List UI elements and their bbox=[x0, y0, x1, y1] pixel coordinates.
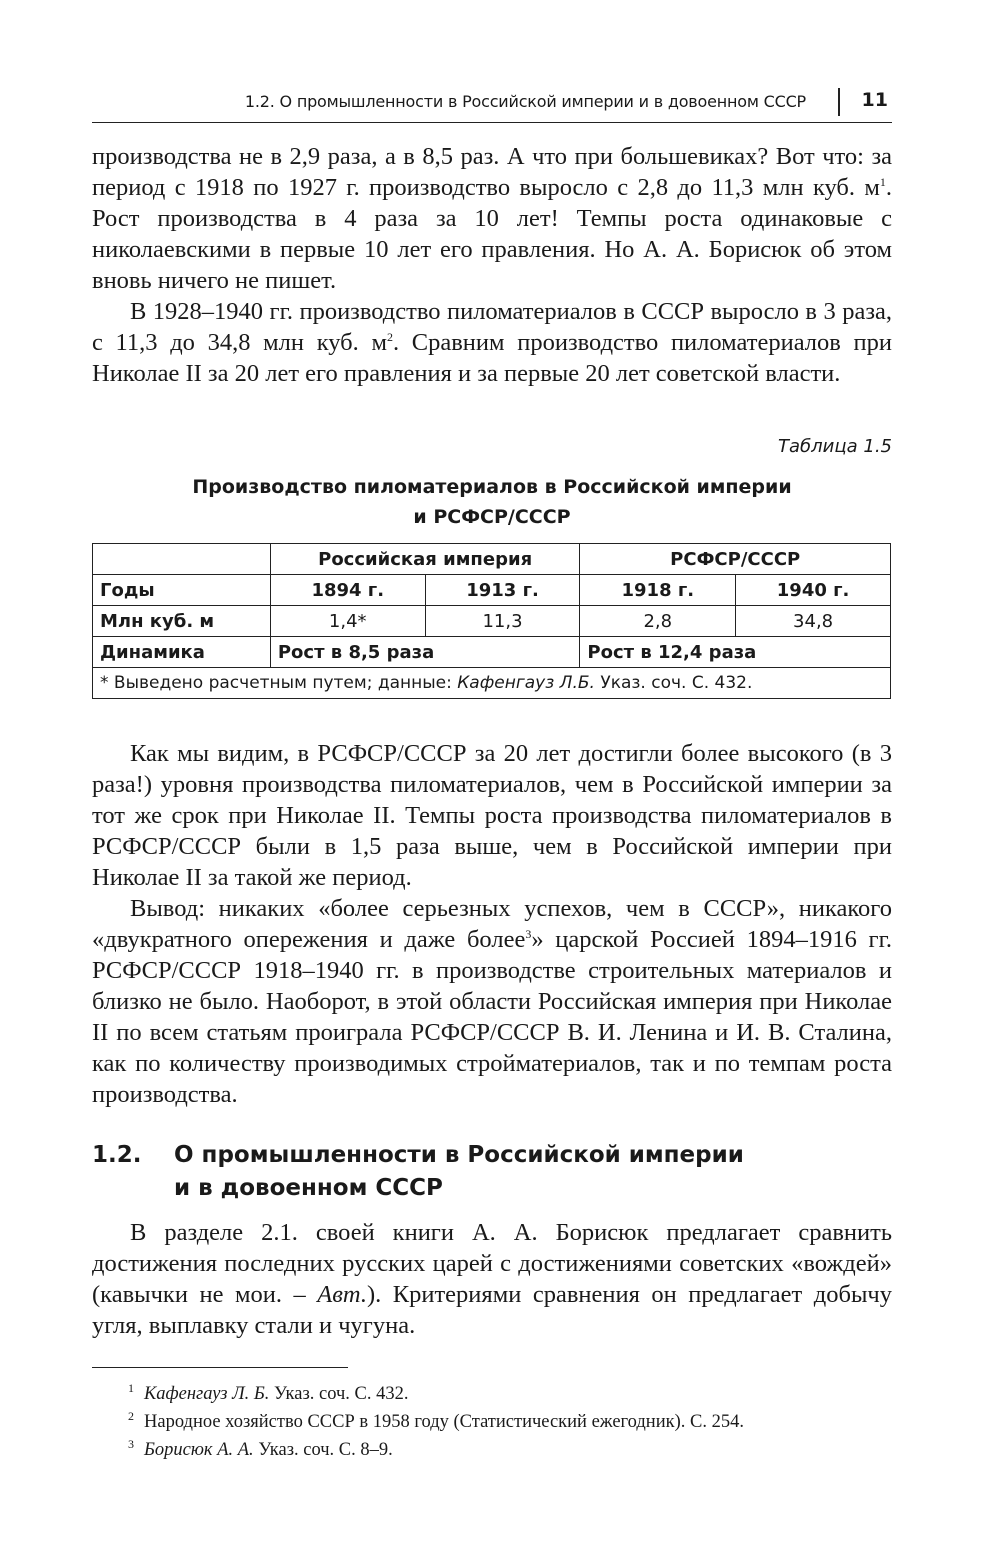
row-label-volume: Млн куб. м bbox=[93, 606, 271, 637]
section-number: 1.2. bbox=[92, 1142, 142, 1168]
table-header-ussr: РСФСР/СССР bbox=[580, 544, 891, 575]
section-title: О промышленности в Российской империи и в довоенном СССР bbox=[174, 1142, 744, 1201]
volume-1913: 11,3 bbox=[425, 606, 580, 637]
table-row bbox=[93, 606, 891, 637]
table-title-line-1: Производство пиломатериалов в Российской империи bbox=[192, 476, 792, 498]
table-note: * Выведено расчетным путем; данные: Кафенгауз Л.Б. Указ. соч. С. 432. bbox=[93, 668, 891, 699]
footnote-2: 2 Народное хозяйство СССР в 1958 году (Статистический ежегодник). С. 254. bbox=[128, 1409, 744, 1432]
year-1894: 1894 г. bbox=[270, 575, 425, 606]
paragraph-4: Вывод: никаких «более серьезных успехов, чем в СССР», никакого «двукратного опережения и даже более$^3$» царской Россией 1894–1916 гг. РСФСР/СССР 1918–1940 гг. в производстве строительных материалов и близко не было. Наоборот, в этой области Российская империя при Николае II по всем статьям проиграла РСФСР/СССР В. И. Ленина и И. В. Сталина, как по количеству производимых стройматериалов, так и по темпам роста производства. bbox=[92, 895, 892, 1108]
footnotes bbox=[92, 1380, 892, 1464]
year-1913: 1913 г. bbox=[425, 575, 580, 606]
volume-1940: 34,8 bbox=[736, 606, 891, 637]
table-row bbox=[93, 544, 891, 575]
table-row bbox=[93, 637, 891, 668]
page-number: 11 bbox=[861, 89, 888, 111]
footnote-ref-2[interactable]: 2 bbox=[386, 329, 393, 344]
table-title-line-2: и РСФСР/СССР bbox=[413, 506, 571, 528]
row-label-years: Годы bbox=[93, 575, 271, 606]
running-head-separator bbox=[838, 88, 840, 116]
table-row bbox=[93, 575, 891, 606]
paragraph-2: В 1928–1940 гг. производство пиломатериалов в СССР выросло в 3 раза, с 11,3 до 34,8 млн куб. $м^2$. Сравним производство пиломатериалов при Николае II за 20 лет его правления и за первые 20 лет советской власти. bbox=[92, 298, 892, 387]
dynamics-ussr: Рост в 12,4 раза bbox=[580, 637, 891, 668]
table-cell-empty bbox=[93, 544, 271, 575]
table-title bbox=[92, 472, 892, 532]
footnote-rule bbox=[92, 1367, 348, 1368]
footnote-3: 3 Борисюк А. А. Указ. соч. С. 8–9. bbox=[128, 1437, 393, 1460]
footnote-1: 1 Кафенгауз Л. Б. Указ. соч. С. 432. bbox=[128, 1381, 409, 1404]
year-1940: 1940 г. bbox=[736, 575, 891, 606]
dynamics-empire: Рост в 8,5 раза bbox=[270, 637, 580, 668]
volume-1918: 2,8 bbox=[580, 606, 736, 637]
table-caption: Таблица 1.5 bbox=[778, 436, 892, 457]
paragraph-3: Как мы видим, в РСФСР/СССР за 20 лет достигли более высокого (в 3 раза!) уровня производства пиломатериалов, чем в Российской империи за тот же срок при Николае II. Темпы роста производства пиломатериалов в РСФСР/СССР были в 1,5 раза выше, чем в Российской империи при Николае II за такой же период. bbox=[92, 740, 892, 891]
running-head bbox=[92, 88, 892, 123]
table-header-empire: Российская империя bbox=[270, 544, 580, 575]
table-row bbox=[93, 668, 891, 699]
paragraph-5: В разделе 2.1. своей книги А. А. Борисюк предлагает сравнить достижения последних русских царей с достижениями советских «вождей» (кавычки не мои. – Авт.). Критериями сравнения он предлагает добычу угля, выплавку стали и чугуна. bbox=[92, 1219, 892, 1339]
footnote-ref-1[interactable]: 1 bbox=[879, 174, 886, 189]
year-1918: 1918 г. bbox=[580, 575, 736, 606]
row-label-dynamics: Динамика bbox=[93, 637, 271, 668]
paragraph-1: производства не в 2,9 раза, а в 8,5 раз. А что при большевиках? Вот что: за период с 1918 по 1927 г. производство выросло с 2,8 до 11,3 млн куб. $м^1$. Рост производства в 4 раза за 10 лет! Темпы роста одинаковые с николаевскими в первые 10 лет его правления. Но А. А. Борисюк об этом вновь ничего не пишет. bbox=[92, 143, 892, 294]
body-text-middle bbox=[92, 738, 892, 1110]
running-head-title: 1.2. О промышленности в Российской империи и в довоенном СССР bbox=[244, 92, 806, 111]
production-table bbox=[92, 543, 891, 699]
body-text-top bbox=[92, 141, 892, 389]
body-text-bottom bbox=[92, 1217, 892, 1341]
footnote-ref-3[interactable]: 3 bbox=[525, 926, 532, 941]
volume-1894: 1,4* bbox=[270, 606, 425, 637]
